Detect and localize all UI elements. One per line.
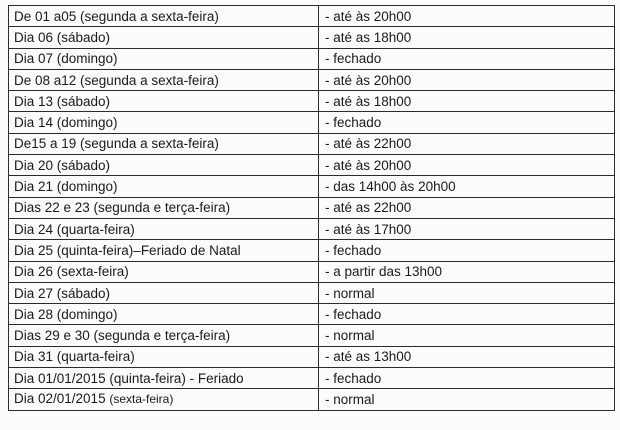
- table-row: [9, 346, 615, 367]
- table-row: [9, 282, 615, 303]
- day-cell: Dia 07 (domingo): [9, 48, 319, 69]
- day-cell: Dia 20 (sábado): [9, 155, 319, 176]
- day-cell: Dia 21 (domingo): [9, 176, 319, 197]
- day-cell: De15 a 19 (segunda a sexta-feira): [9, 133, 319, 154]
- day-cell: Dias 22 e 23 (segunda e terça-feira): [9, 197, 319, 218]
- table-row: [9, 176, 615, 197]
- day-date-text: Dia 02/01/2015: [14, 391, 110, 407]
- day-cell: Dia 25 (quinta-feira)–Feriado de Natal: [9, 240, 319, 261]
- day-cell: De 08 a12 (segunda a sexta-feira): [9, 69, 319, 90]
- hours-cell: - até às 20h00: [319, 6, 615, 27]
- day-cell: Dia 26 (sexta-feira): [9, 261, 319, 282]
- day-cell: De 01 a05 (segunda a sexta-feira): [9, 6, 319, 27]
- table-row: [9, 91, 615, 112]
- table-row: [9, 218, 615, 239]
- hours-cell: - normal: [319, 325, 615, 346]
- hours-cell: - até às 17h00: [319, 218, 615, 239]
- day-cell: Dia 13 (sábado): [9, 91, 319, 112]
- table-row: [9, 155, 615, 176]
- day-cell: Dia 28 (domingo): [9, 304, 319, 325]
- day-cell: Dia 31 (quarta-feira): [9, 346, 319, 367]
- day-cell: Dia 01/01/2015 (quinta-feira) - Feriado: [9, 368, 319, 389]
- day-cell: Dia 14 (domingo): [9, 112, 319, 133]
- table-row: [9, 304, 615, 325]
- table-row: [9, 69, 615, 90]
- table-row: [9, 368, 615, 389]
- hours-cell: - até às 18h00: [319, 91, 615, 112]
- hours-cell: - fechado: [319, 368, 615, 389]
- day-cell: Dia 27 (sábado): [9, 282, 319, 303]
- hours-cell: - até às 22h00: [319, 133, 615, 154]
- hours-cell: - fechado: [319, 240, 615, 261]
- hours-cell: - normal: [319, 282, 615, 303]
- day-cell: Dia 06 (sábado): [9, 27, 319, 48]
- day-cell: [9, 389, 319, 410]
- day-cell: Dias 29 e 30 (segunda e terça-feira): [9, 325, 319, 346]
- hours-cell: - até às 20h00: [319, 69, 615, 90]
- hours-cell: - até as 13h00: [319, 346, 615, 367]
- day-weekday-note: (sexta-feira): [109, 392, 174, 407]
- table-row: [9, 240, 615, 261]
- hours-cell: - normal: [319, 389, 615, 410]
- table-row: [9, 27, 615, 48]
- hours-cell: - fechado: [319, 48, 615, 69]
- hours-cell: - fechado: [319, 112, 615, 133]
- hours-cell: - das 14h00 às 20h00: [319, 176, 615, 197]
- hours-cell: - até as 22h00: [319, 197, 615, 218]
- hours-cell: - até às 20h00: [319, 155, 615, 176]
- hours-cell: - a partir das 13h00: [319, 261, 615, 282]
- table-row: [9, 133, 615, 154]
- hours-cell: - até as 18h00: [319, 27, 615, 48]
- hours-cell: - fechado: [319, 304, 615, 325]
- table-row: [9, 112, 615, 133]
- schedule-table: [8, 5, 615, 411]
- table-row: [9, 389, 615, 410]
- table-row: [9, 197, 615, 218]
- table-row: [9, 6, 615, 27]
- table-row: [9, 325, 615, 346]
- table-row: [9, 261, 615, 282]
- table-row: [9, 48, 615, 69]
- day-cell: Dia 24 (quarta-feira): [9, 218, 319, 239]
